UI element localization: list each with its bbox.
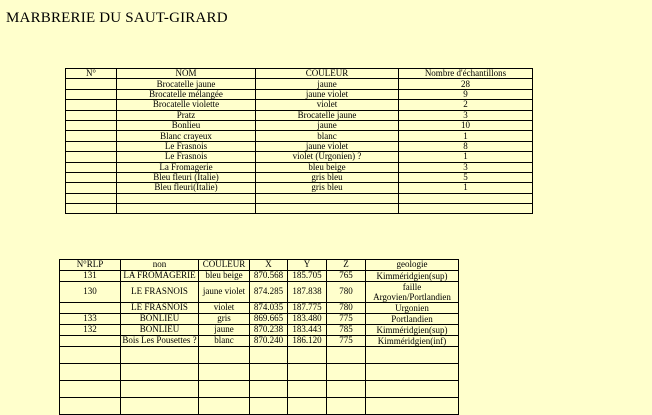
table-row: [60, 335, 459, 346]
header-nom: NOM: [117, 69, 256, 79]
table-row: [60, 363, 459, 380]
cell-nombre: 3: [399, 110, 533, 120]
coordonnees-table: [59, 259, 459, 415]
table-row: [66, 79, 533, 89]
cell-x: [250, 380, 288, 397]
cell-z: 775: [327, 313, 366, 324]
cell-geologie: [366, 363, 459, 380]
cell-z: 775: [327, 335, 366, 346]
header-num: N°: [66, 69, 117, 79]
header-couleur: COULEUR: [199, 260, 250, 271]
cell-couleur: blanc: [199, 335, 250, 346]
cell-num: [66, 183, 117, 193]
table-row: [66, 193, 533, 203]
cell-couleur: [199, 397, 250, 414]
table-row: [66, 100, 533, 110]
cell-num: [66, 141, 117, 151]
cell-z: [327, 397, 366, 414]
cell-nom: [117, 193, 256, 203]
cell-nom: La Fromagerie: [117, 162, 256, 172]
cell-num: [66, 131, 117, 141]
cell-nom: Brocatelle mélangée: [117, 89, 256, 99]
cell-x: 870.240: [250, 335, 288, 346]
cell-x: [250, 397, 288, 414]
cell-num: [66, 100, 117, 110]
table-row: [66, 183, 533, 193]
cell-z: [327, 346, 366, 363]
cell-z: 785: [327, 324, 366, 335]
cell-y: 187.775: [288, 302, 327, 313]
echantillons-table: [65, 68, 533, 214]
cell-x: 870.568: [250, 270, 288, 281]
cell-z: 780: [327, 281, 366, 302]
table-row: [66, 89, 533, 99]
cell-x: 869.665: [250, 313, 288, 324]
header-couleur: COULEUR: [256, 69, 399, 79]
cell-rlp: 132: [60, 324, 121, 335]
cell-z: 765: [327, 270, 366, 281]
cell-geologie: [366, 380, 459, 397]
cell-couleur: Brocatelle jaune: [256, 110, 399, 120]
cell-x: 874.035: [250, 302, 288, 313]
table-row: [66, 162, 533, 172]
table-row: [66, 120, 533, 130]
cell-couleur: gris bleu: [256, 183, 399, 193]
cell-nom: [117, 204, 256, 214]
table-row: [66, 131, 533, 141]
cell-nom: Bleu fleuri (Italie): [117, 172, 256, 182]
header-nombre: Nombre d'échantillons: [399, 69, 533, 79]
cell-nombre: [399, 193, 533, 203]
cell-geologie: Urgonien: [366, 302, 459, 313]
cell-num: [66, 110, 117, 120]
cell-rlp: [60, 380, 121, 397]
cell-geologie: [366, 346, 459, 363]
cell-couleur: blanc: [256, 131, 399, 141]
cell-rlp: 133: [60, 313, 121, 324]
cell-non: [121, 397, 199, 414]
table-row: [66, 141, 533, 151]
table-row: [60, 397, 459, 414]
cell-rlp: [60, 363, 121, 380]
cell-x: [250, 346, 288, 363]
cell-nom: Bleu fleuri(Italie): [117, 183, 256, 193]
table-row: [66, 152, 533, 162]
header-y: Y: [288, 260, 327, 271]
cell-non: BONLIEU: [121, 324, 199, 335]
cell-couleur: jaune: [256, 79, 399, 89]
cell-nom: Bonlieu: [117, 120, 256, 130]
header-geologie: geologie: [366, 260, 459, 271]
cell-num: [66, 152, 117, 162]
cell-non: [121, 363, 199, 380]
cell-couleur: gris bleu: [256, 172, 399, 182]
table-row: [60, 270, 459, 281]
cell-nombre: [399, 204, 533, 214]
cell-y: 183.443: [288, 324, 327, 335]
cell-non: Bois Les Pousettes ?: [122, 335, 197, 345]
cell-couleur: violet: [199, 302, 250, 313]
cell-y: [288, 397, 327, 414]
cell-couleur: bleu beige: [256, 162, 399, 172]
cell-couleur: jaune violet: [199, 281, 250, 302]
page-title: MARBRERIE DU SAUT-GIRARD: [6, 10, 228, 26]
cell-non: BONLIEU: [121, 313, 199, 324]
cell-couleur: gris: [199, 313, 250, 324]
cell-non: LE FRASNOIS: [121, 281, 199, 302]
cell-nombre: 2: [399, 100, 533, 110]
table-header-row: [66, 69, 533, 79]
cell-couleur: jaune violet: [256, 141, 399, 151]
table-row: [60, 313, 459, 324]
cell-x: 870.238: [250, 324, 288, 335]
cell-nom: Pratz: [117, 110, 256, 120]
cell-rlp: [60, 346, 121, 363]
header-non: non: [121, 260, 199, 271]
cell-couleur: violet: [256, 100, 399, 110]
cell-nom: Brocatelle violette: [117, 100, 256, 110]
cell-nombre: 9: [399, 89, 533, 99]
cell-non: [121, 380, 199, 397]
table-header-row: [60, 260, 459, 271]
cell-couleur: [199, 346, 250, 363]
cell-geologie: Kimméridgien(sup): [366, 270, 459, 281]
cell-couleur: jaune: [256, 120, 399, 130]
cell-nombre: 5: [399, 172, 533, 182]
cell-non: LA FROMAGERIE: [121, 270, 199, 281]
cell-nom: Brocatelle jaune: [117, 79, 256, 89]
cell-y: [288, 346, 327, 363]
cell-couleur: [256, 204, 399, 214]
cell-non: [121, 346, 199, 363]
cell-rlp: 131: [60, 270, 121, 281]
table-row: [60, 346, 459, 363]
cell-geologie: Portlandien: [366, 313, 459, 324]
table-row: [66, 172, 533, 182]
cell-nom: Le Frasnois: [117, 141, 256, 151]
table-row: [66, 110, 533, 120]
cell-num: [66, 204, 117, 214]
cell-nom: Blanc crayeux: [117, 131, 256, 141]
cell-geologie: Kimméridgien(inf): [366, 335, 459, 346]
cell-rlp: [60, 302, 121, 313]
cell-couleur: jaune violet: [256, 89, 399, 99]
cell-num: [66, 89, 117, 99]
cell-z: 780: [327, 302, 366, 313]
cell-geologie: [366, 397, 459, 414]
cell-geologie: Kimméridgien(sup): [366, 324, 459, 335]
cell-nombre: 1: [399, 152, 533, 162]
header-x: X: [250, 260, 288, 271]
cell-couleur: bleu beige: [199, 270, 250, 281]
cell-couleur: jaune: [199, 324, 250, 335]
cell-nombre: 28: [399, 79, 533, 89]
cell-y: 183.480: [288, 313, 327, 324]
cell-couleur: [199, 380, 250, 397]
table-row: [60, 380, 459, 397]
table-row: [66, 204, 533, 214]
cell-y: [288, 363, 327, 380]
cell-num: [66, 162, 117, 172]
cell-nombre: 10: [399, 120, 533, 130]
cell-nombre: 3: [399, 162, 533, 172]
cell-num: [66, 79, 117, 89]
cell-y: [288, 380, 327, 397]
cell-couleur: [256, 193, 399, 203]
cell-rlp: 130: [60, 281, 121, 302]
cell-x: 874.285: [250, 281, 288, 302]
header-rlp: N°RLP: [60, 260, 121, 271]
cell-x: [250, 363, 288, 380]
cell-nombre: 1: [399, 131, 533, 141]
cell-couleur: violet (Urgonien) ?: [256, 152, 399, 162]
cell-y: 187.838: [288, 281, 327, 302]
cell-num: [66, 193, 117, 203]
cell-nombre: 1: [399, 183, 533, 193]
table-row: [60, 324, 459, 335]
cell-geologie: faille Argovien/Portlandien: [366, 281, 459, 302]
cell-rlp: [60, 397, 121, 414]
cell-num: [66, 172, 117, 182]
table-row: [60, 302, 459, 313]
cell-nom: Le Frasnois: [117, 152, 256, 162]
cell-z: [327, 380, 366, 397]
cell-y: 185.705: [288, 270, 327, 281]
cell-z: [327, 363, 366, 380]
cell-couleur: [199, 363, 250, 380]
cell-nombre: 8: [399, 141, 533, 151]
cell-num: [66, 120, 117, 130]
cell-rlp: [60, 335, 121, 346]
table-row: [60, 281, 459, 302]
cell-non: LE FRASNOIS: [121, 302, 199, 313]
header-z: Z: [327, 260, 366, 271]
cell-y: 186.120: [288, 335, 327, 346]
